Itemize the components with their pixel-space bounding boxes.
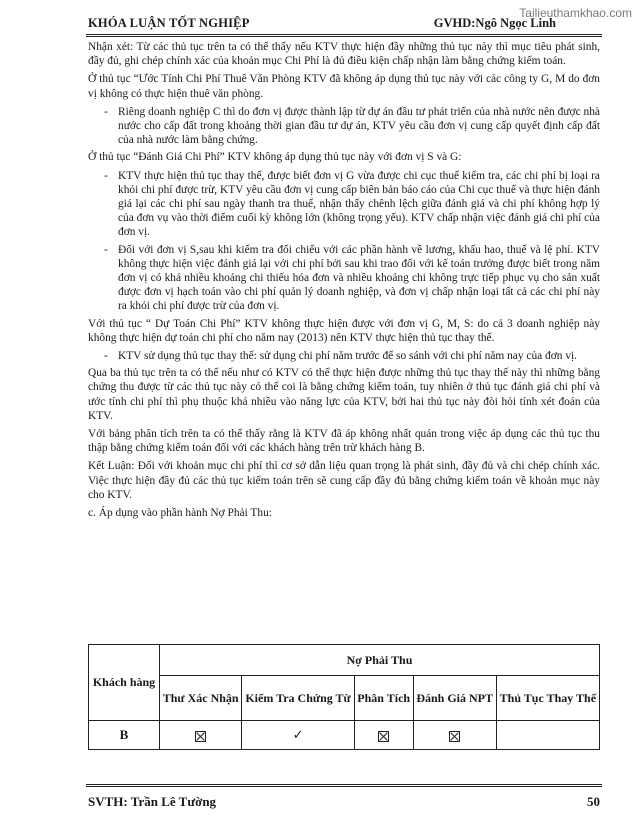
paragraph-conclusion: Kết Luận: Đối với khoản mục chi phí thì cơ sở dẫn liệu quan trọng là phát sinh, đầy đủ và chi chép chính xác. Việc thực hiện đầy đủ các thủ tục kiểm toán trên sẽ cung cấp đầy đủ bằng chứng kiểm toán về khoản mục này cho KTV.: [88, 460, 600, 501]
paragraph-cost-evaluation: Ở thủ tục “Đánh Giá Chi Phí” KTV không áp dụng thủ tục này với đơn vị S và G:: [88, 151, 462, 164]
column-substitute-procedure: Thủ Tục Thay Thế: [496, 676, 599, 721]
column-receivable-evaluation: Đánh Giá NPT: [413, 676, 496, 721]
paragraph-three-procedures: Qua ba thủ tục trên ta có thể nếu như có KTV có thể thực hiện được những thủ tục thay thế này thì những bằng chứng thu được từ các thủ tục này có thể coi là bằng chứng kiểm toán, tuy nhiên ở thủ tục đánh giá chi phí và ước tính chi phí thì phụ thuộc khá nhiều vào năng lực của KTV, bởi hai thủ tục này đòi hỏi tính xét đoán của KTV.: [88, 367, 600, 422]
column-client: Khách hàng: [89, 645, 160, 721]
receivables-table: [88, 644, 600, 750]
bullet-substitute-procedure: [88, 349, 600, 363]
bullet-dash: -: [104, 169, 108, 182]
crossed-box-icon: [378, 731, 389, 742]
cell-empty: [496, 721, 599, 750]
watermark-link[interactable]: Tailieuthamkhao.com: [519, 6, 632, 20]
bullet-text: KTV thực hiện thủ tục thay thế, được biết đơn vị G vừa được chi cục thuế kiểm tra, các chi phí bị loại ra khỏi chi phí được trừ, KTV yêu cầu đơn vị cung cấp biên bản báo cáo của Chi cục thuế và thực hiện đánh giá lại các chi phí sau ngày thanh tra thuế, nhận thấy chênh lệch giữa đánh giá và chi phí không hợp lý của đơn vụ vào thời điểm cuối kỳ không lớn (không trọng yếu). KTV chấp nhận việc đánh giá chi phí của đơn vị.: [118, 169, 600, 239]
crossed-box-icon: [449, 731, 460, 742]
page-footer: [86, 784, 602, 813]
bullet-company-s: [88, 243, 600, 314]
section-subheading: c. Áp dụng vào phần hành Nợ Phải Thu:: [88, 507, 272, 520]
page-body: [88, 40, 600, 524]
group-header-receivables: Nợ Phải Thu: [160, 645, 600, 676]
paragraph-remark: Nhận xét: Từ các thủ tục trên ta có thể thấy nếu KTV thực hiện đầy những thủ tục này thì mục tiêu phát sinh, đầy đủ, ghi chép chính xác của khoản mục Chi Phí là đủ điều kiện chấp nhận làm bằng chứng kiểm toán.: [88, 41, 600, 68]
cell-crossed-box: [413, 721, 496, 750]
table-row: [89, 721, 600, 750]
thesis-title: KHÓA LUẬN TỐT NGHIỆP: [88, 16, 250, 30]
column-analysis: Phân Tích: [354, 676, 413, 721]
cell-crossed-box: [160, 721, 242, 750]
student-name: SVTH: Trần Lê Tường: [88, 794, 217, 809]
column-confirmation-letter: Thư Xác Nhận: [160, 676, 242, 721]
bullet-dash: -: [104, 105, 108, 118]
bullet-company-c: [88, 105, 600, 148]
cell-check: ✓: [242, 721, 354, 750]
advisor-name: GVHD:Ngô Ngọc Linh: [433, 16, 556, 30]
bullet-text: KTV sử dụng thủ tục thay thế: sử dụng chi phí năm trước để so sánh với chi phí năm nay của đơn vị.: [118, 350, 578, 363]
bullet-text: Riêng doanh nghiệp C thì do đơn vị được thành lập từ dự án đầu tư phát triển của nhà nước nên được nhà nước cho cấp đất trong khoảng thời gian đầu tư dự án, KTV yêu cầu đơn vị cung cấp quyết định cấp đất của nhà nước làm bằng chứng.: [118, 105, 600, 147]
cell-crossed-box: [354, 721, 413, 750]
page-number: 50: [587, 794, 600, 809]
column-document-check: Kiểm Tra Chứng Từ: [242, 676, 354, 721]
client-cell: B: [89, 721, 160, 750]
paragraph-analysis: Với bảng phân tích trên ta có thể thấy rằng là KTV đã áp không nhất quán trong việc áp dụng các thủ tục thu thập bằng chứng kiểm toán đối với các khách hàng trên trừ khách hàng B.: [88, 428, 600, 455]
paragraph-cost-estimate: Với thủ tục “ Dự Toán Chi Phí” KTV không thực hiện được với đơn vị G, M, S: do cả 3 doanh nghiệp này không thực hiện dự toán chi phí cho năm nay (2013) nên KTV thực hiện thủ tục thay thế.: [88, 317, 600, 344]
bullet-text: Đối với đơn vị S,sau khi kiểm tra đối chiếu với các phần hành về lương, khấu hao, thuế và lệ phí. KTV không thực hiện việc đánh giá lại với chi phí bởi sau khi trao đổi với kế toán trưởng được biết trong năm đơn vị có khá nhiều khoảng chi thiếu hóa đơn và nhiều khoảng chi không trực tiếp phục vụ cho sản xuất được đơn vị hạch toán vào chi phí quản lý doanh nghiệp, và đơn vị chấp nhận loại tất cả các chi phí này ra khỏi chi phí được trừ của đơn vị.: [118, 243, 600, 313]
bullet-company-g: [88, 169, 600, 240]
bullet-dash: -: [104, 243, 108, 256]
crossed-box-icon: [195, 731, 206, 742]
bullet-dash: -: [104, 350, 108, 363]
paragraph-office-rent: Ở thủ tục “Ước Tính Chi Phí Thuê Văn Phòng KTV đã không áp dụng thủ tục này với các công ty G, M do đơn vị không có thực hiện thuê văn phòng.: [88, 73, 600, 100]
